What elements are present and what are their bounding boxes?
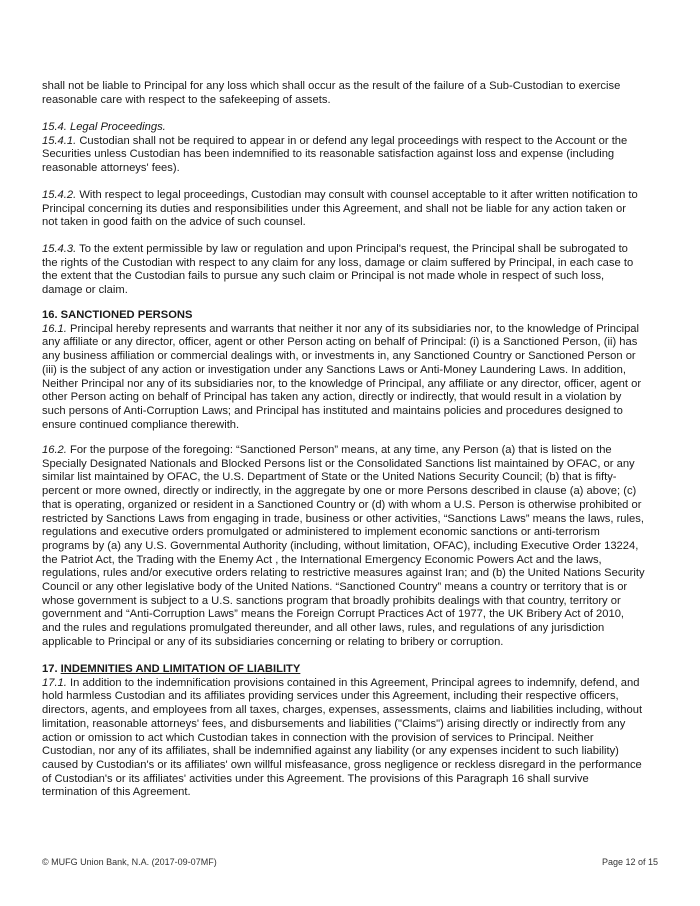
text-line: of Custodian's or its affiliates' activities under this Agreement. The provisions of this Paragraph 16 shall survive: [42, 772, 589, 785]
text-line: caused by Custodian's or its affiliates' own willful misfeasance, gross negligence or reckless disregard in the performance: [42, 758, 642, 771]
text-line: With respect to legal proceedings, Custodian may consult with counsel acceptable to it after written notification to: [76, 189, 638, 201]
text-line: programs by (a) any U.S. Governmental Authority (including, without limitation, OFAC), including Executive Order 13224,: [42, 539, 639, 552]
text-line: reasonable attorneys' fees).: [42, 162, 180, 175]
section-15-4: [42, 121, 672, 176]
text-line: the extent that the Custodian fails to pursue any such claim or Principal is not made whole in respect of such loss,: [42, 270, 605, 283]
text-line: that is operating, organized or resident in a Sanctioned Country or (d) with whom a U.S. Person is otherwise prohibited or: [42, 498, 642, 511]
text-line: any affiliate or any director, officer, agent or other Person acting on behalf of Principal: (i) is a Sanctioned Person, (ii) has: [42, 336, 638, 349]
text-line: such persons of Anti-Corruption Laws; and Principal has instituted and maintains policies and procedures designed to: [42, 404, 623, 417]
text-line: limitation, reasonable attorneys' fees, and disbursements and liabilities ("Claims") arising directly or indirectly from any: [42, 717, 626, 730]
text-line: regulations, rules and/or executive orders relating to restrictive measures against Iran; and (b) the United Nations Security: [42, 567, 645, 580]
text-line: Specially Designated Nationals and Blocked Persons list or the Consolidated Sanctions list maintained by OFAC, or any: [42, 457, 635, 470]
text-line: the Patriot Act, the Trading with the Enemy Act , the International Emergency Economic Powers Act and the laws,: [42, 553, 602, 566]
text-line: shall not be liable to Principal for any loss which shall occur as the result of the failure of a Sub-Custodian to exercise: [42, 80, 621, 92]
text-line: Custodian shall not be required to appear in or defend any legal proceedings with respect to the Account or the: [76, 134, 628, 147]
text-line: similar list maintained by OFAC, the U.S. Department of State or the United Nations Security Council; (b) that is fifty-: [42, 471, 617, 484]
text-line: any business affiliation or commercial dealings with, or investments in, any Sanctioned Country or Sanctioned Person or: [42, 350, 636, 363]
text-line: Neither Principal nor any of its subsidiaries nor, to the knowledge of Principal, any affiliate or any director, officer, agent or: [42, 377, 642, 390]
text-line: termination of this Agreement.: [42, 786, 191, 799]
section-heading: [42, 663, 672, 677]
text-line: Council or any other legislative body of the United Nations. “Sanctioned Country” means a country or territory that is or: [42, 581, 628, 594]
footer-copyright: © MUFG Union Bank, N.A. (2017-09-07MF): [42, 857, 217, 867]
footer-page-number: Page 12 of 15: [601, 857, 658, 867]
text-line: government and “Anti-Corruption Laws” means the Foreign Corrupt Practices Act of 1977, the UK Bribery Act of 2010,: [42, 608, 625, 621]
clause-number: 15.4.2.: [42, 189, 77, 201]
section-heading: 16. SANCTIONED PERSONS: [42, 309, 193, 321]
text-line: other Person acting on behalf of Principal has taken any action, directly or indirectly, that would result in a violation by: [42, 391, 622, 404]
text-line: and the rules and regulations promulgated thereunder, and all other laws, rules, and regulations of any jurisdiction: [42, 622, 605, 635]
text-line: not taken in good faith on the advice of such counsel.: [42, 216, 306, 229]
text-line: directors, agents, and employees from all taxes, charges, expenses, assessments, claims and liabilities including, without: [42, 704, 643, 717]
text-line: (iii) is the subject of any action or investigation under any Sanctions Laws or Anti-Money Laundering Laws. In addition,: [42, 363, 626, 376]
text-line: Securities unless Custodian has been indemnified to its reasonable satisfaction against loss and expense (including: [42, 148, 615, 161]
text-line: whose government is subject to a U.S. sanctions program that broadly prohibits dealings with that country, territory or: [42, 594, 621, 607]
text-line: ensure continued compliance therewith.: [42, 418, 240, 431]
text-line: Custodian, nor any of its affiliates, shall be indemnified against any liability (or any expenses incident to such liability): [42, 745, 619, 758]
text-line: reasonable care with respect to the safekeeping of assets.: [42, 93, 331, 106]
text-line: the rights of the Custodian with respect to any claim for any loss, damage or claim suffered by Principal, in each case to: [42, 256, 634, 269]
clause-number: 16.1.: [42, 322, 67, 335]
text-line: percent or more owned, directly or indirectly, in the aggregate by one or more Persons described in clause (a) above; (c): [42, 485, 637, 498]
text-line: Principal concerning its duties and responsibilities under this Agreement, and shall not be liable for any action taken or: [42, 202, 626, 215]
paragraph-16-2: [42, 444, 672, 650]
text-line: Principal hereby represents and warrants that neither it nor any of its subsidiaries nor, to the knowledge of Principal: [66, 322, 640, 335]
text-line: To the extent permissible by law or regulation and upon Principal's request, the Principal shall be subrogated to: [76, 243, 628, 255]
subsection-title: 15.4. Legal Proceedings.: [42, 121, 166, 133]
clause-number: 15.4.1.: [42, 134, 77, 147]
text-line: hold harmless Custodian and its affiliates providing services under this Agreement, including their respective officers,: [42, 690, 619, 703]
section-title: INDEMNITIES AND LIMITATION OF LIABILITY: [60, 663, 301, 675]
text-line: applicable to Principal or any of its subsidiaries concerning or relating to bribery or corruption.: [42, 635, 504, 648]
text-line: regulations and executive orders promulgated or administered to implement economic sanctions or anti-terrorism: [42, 526, 600, 539]
clause-number: 15.4.3.: [42, 243, 77, 255]
continuation-paragraph: [42, 80, 672, 107]
paragraph-15-4-3: [42, 243, 672, 298]
paragraph-15-4-2: [42, 189, 672, 230]
text-line: restricted by Sanctions Laws from engaging in trade, business or other activities, “Sanctions Laws” means the laws, rules,: [42, 512, 644, 525]
paragraph-15-4-1: [42, 135, 672, 149]
section-16: [42, 309, 672, 432]
section-number: 17.: [42, 663, 61, 675]
clause-number: 17.1.: [42, 676, 67, 689]
text-line: For the purpose of the foregoing: “Sanctioned Person” means, at any time, any Person (a) that is listed on the: [66, 444, 612, 456]
text-line: damage or claim.: [42, 284, 128, 297]
clause-number: 16.2.: [42, 444, 67, 456]
text-line: In addition to the indemnification provisions contained in this Agreement, Principal agrees to indemnify, defend, and: [66, 676, 640, 689]
text-line: action or omission to act which Custodian takes in connection with the provision of services to Principal. Neither: [42, 731, 594, 744]
section-17: [42, 663, 672, 800]
